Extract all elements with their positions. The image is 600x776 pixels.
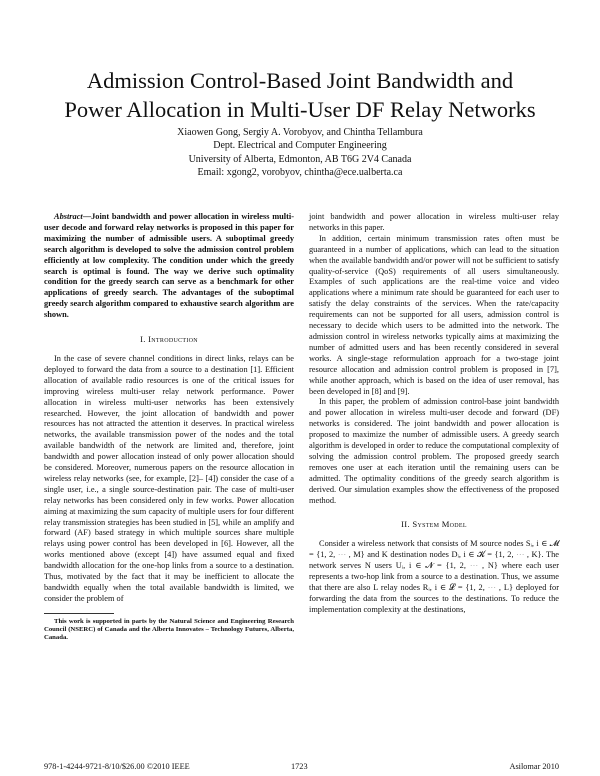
author-department: Dept. Electrical and Computer Engineering	[213, 140, 387, 152]
section-1-paragraph-2: In addition, certain minimum transmission rates often must be guaranteed in a number of applications, which can lead to the situation when the available bandwidth and/or power will not be sufficient to satisfy quality-of-service (QoS) requirements of all users simultaneously. Examples of such applications are the real-time voice and video applications where a minimum rate should be guaranteed for each user to satisfy the delay constraints of the services. When the rate/capacity requirements can not be supported for all users, admission control is necessary to decide which users to be admitted into the network. The admission control in wireless networks typically aims at maximizing the number of admitted users and has been recently considered in several works. A single-stage reformulation approach for a two-stage joint resource allocation and admission control problem is proposed in [7], while another approach, which is based on the idea of user removal, has been developed in [8] and [9].	[309, 233, 559, 396]
right-column	[309, 212, 559, 616]
title-line-1: Admission Control-Based Joint Bandwidth and	[86, 68, 514, 93]
section-2-heading	[309, 519, 559, 530]
section-1-heading	[44, 334, 294, 345]
footnote-divider	[44, 613, 114, 614]
funding-footnote: This work is supported in parts by the Natural Science and Engineering Research Council (NSERC) of Canada and the Alberta Innovates – Technology Futures, Alberta, Canada.	[44, 617, 294, 642]
footer-isbn: 978-1-4244-9721-8/10/$26.00 ©2010 IEEE	[44, 762, 190, 771]
section-2-paragraph-1: Consider a wireless network that consists of M source nodes Sᵢ, i ∈ 𝓜 = {1, 2, ⋯ , M} and K destination nodes Dᵢ, i ∈ 𝓚 = {1, 2, ⋯ , K}. The network serves N users Uᵢ, i ∈ 𝓝 = {1, 2, ⋯ , N} where each user represents a two-hop link from a source to a destination. Thus, we assume that there are also L relay nodes Rᵢ, i ∈ 𝓛 = {1, 2, ⋯ , L} deployed for forwarding the data from the sources to the destinations. To reduce the implementation complexity at the destinations,	[309, 539, 559, 614]
abstract-label: Abstract	[54, 212, 83, 221]
section-1-title: Introduction	[148, 334, 198, 345]
section-1-paragraph-1-continued: joint bandwidth and power allocation in wireless multi-user relay networks in this paper.	[309, 212, 559, 232]
footer-page-number: 1723	[291, 762, 308, 771]
section-2-title: System Model	[412, 519, 467, 530]
footer-venue: Asilomar 2010	[509, 762, 559, 771]
abstract	[44, 212, 294, 321]
section-1-paragraph-1: In the case of severe channel conditions in direct links, relays can be deployed to forward the data from a source to a destination [1]. Efficient allocation of available radio resources is one of the critical issues for improving wireless multi-user relay network performance. Power allocation in wireless multi-user networks has been extensively researched. However, the joint allocation of bandwidth and power resources has not attracted the attention it deserves. In practical wireless networks, the available transmission power of the nodes and the total available bandwidth of the network are limited and, therefore, joint bandwidth and power allocation instead of only power allocation should be considered. Moreover, numerous papers on the resource allocation in wireless relay networks (see, for example, [2]– [4]) consider the case of a single user, i.e., a single source-destination pair. The case of multi-user relay networks has been considered only in few works. Power allocation aiming at maximizing the sum capacity of multiple users for four different relay transmission strategies has been studied in [5], while an amplify and forward (AF) based strategy in which multiple sources share multiple relays using power control has been developed in [6]. However, all the works mentioned above (except [4]) have assumed equal and fixed bandwidth allocation for the one-hop links from a source to a destination. Thus, motivated by the fact that it may be inefficient to allocate the bandwidth equally when the total available bandwidth is limited, we consider the problem of	[44, 353, 294, 603]
left-column	[44, 212, 294, 643]
abstract-text: —Joint bandwidth and power allocation in wireless multi-user decode and forward relay networks is proposed in this paper for maximizing the number of admissible users. A suboptimal greedy search algorithm is developed to solve the admission control problem efficiently at low complexity. The condition under which the greedy search is optimal is found. The way we derive such optimality condition for the greedy search can serve as a benchmark for other applications of greedy search. The advantages of the suboptimal greedy search algorithm compared to exhaustive search algorithm are shown.	[44, 212, 294, 320]
author-block	[100, 126, 500, 180]
author-university: University of Alberta, Edmonton, AB T6G 2V4 Canada	[188, 153, 412, 165]
section-1-numeral: I.	[140, 334, 146, 345]
author-names: Xiaowen Gong, Sergiy A. Vorobyov, and Chintha Tellambura	[177, 127, 423, 138]
author-email: Email: xgong2, vorobyov, chintha@ece.ualberta.ca	[197, 167, 403, 179]
section-2-numeral: II.	[401, 519, 410, 530]
title-line-2: Power Allocation in Multi-User DF Relay Networks	[64, 97, 536, 122]
section-1-paragraph-3: In this paper, the problem of admission control-base joint bandwidth and power allocation in wireless multi-user decode and forward (DF) networks is considered. The joint bandwidth and power allocation is proposed to maximize the number of admissible users. A greedy search algorithm is developed in order to reduce the computational complexity of solving the admission control problem. The proposed greedy search removes one user at each iteration until the remaining users can be admitted. The optimality conditions of the greedy search algorithm is derived. Our simulation examples show the effectiveness of the proposed method.	[309, 397, 559, 505]
paper-title	[30, 66, 570, 124]
